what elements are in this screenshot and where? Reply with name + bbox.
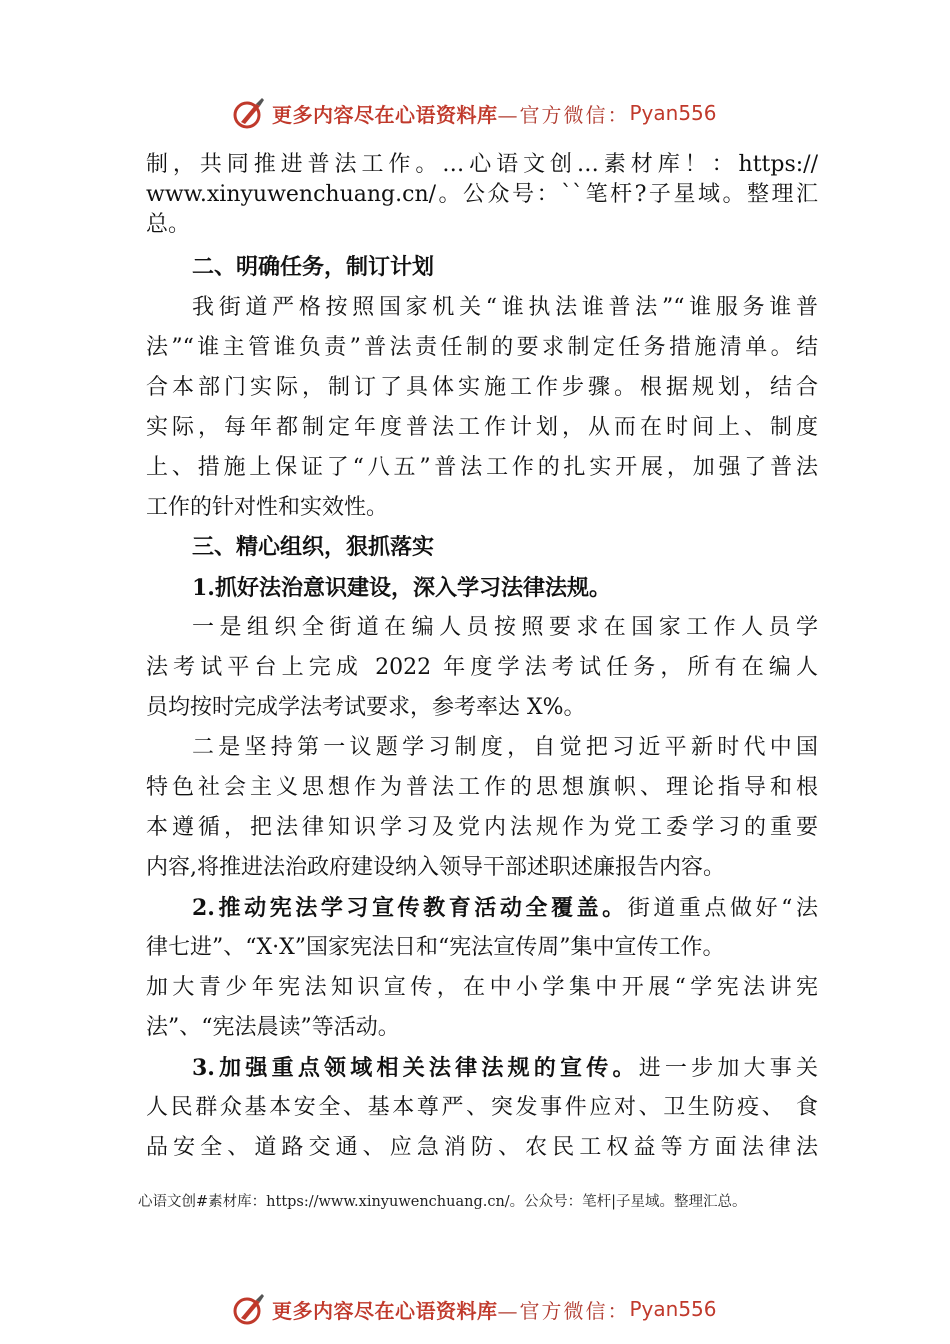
subsection-heading: 2.推动宪法学习宣传教育活动全覆盖。 bbox=[192, 895, 628, 921]
body-line: 加大青少年宪法知识宣传，在中小学集中开展“学宪法讲宪 bbox=[146, 975, 818, 1000]
body-line: 合本部门实际，制订了具体实施工作步骤。根据规划，结合 bbox=[146, 375, 818, 400]
body-line: 法”“谁主管谁负责”普法责任制的要求制定任务措施清单。结 bbox=[146, 335, 818, 360]
bottom-banner bbox=[232, 1292, 717, 1326]
body-text: 进一步加大事关 bbox=[638, 1056, 818, 1081]
body-line: www.xinyuwenchuang.cn/。公众号：``笔杆?子星域。整理汇 bbox=[146, 182, 818, 207]
body-line: 我街道严格按照国家机关“谁执法谁普法”“谁服务谁普 bbox=[192, 295, 818, 320]
top-banner bbox=[232, 96, 717, 130]
body-line: 二是坚持第一议题学习制度，自觉把习近平新时代中国 bbox=[192, 735, 818, 760]
section-heading: 二、明确任务，制订计划 bbox=[192, 255, 435, 280]
banner-wechat-id: Pyan556 bbox=[629, 101, 717, 125]
banner-title: 更多内容尽在心语资料库 bbox=[272, 102, 498, 127]
body-line: 员均按时完成学法考试要求，参考率达 X%。 bbox=[146, 695, 586, 720]
pen-logo-icon bbox=[232, 96, 266, 130]
pen-logo-icon bbox=[232, 1292, 266, 1326]
body-line: 本遵循，把法律知识学习及党内法规作为党工委学习的重要 bbox=[146, 815, 818, 840]
body-line bbox=[146, 888, 818, 928]
subsection-heading: 1.抓好法治意识建设，深入学习法律法规。 bbox=[192, 575, 611, 601]
body-line bbox=[146, 1048, 818, 1088]
body-line: 品安全、道路交通、应急消防、农民工权益等方面法律法 bbox=[146, 1135, 818, 1160]
body-line: 上、措施上保证了“八五”普法工作的扎实开展，加强了普法 bbox=[146, 455, 818, 480]
banner-wechat-id: Pyan556 bbox=[629, 1297, 717, 1321]
body-line: 内容,将推进法治政府建设纳入领导干部述职述廉报告内容。 bbox=[146, 855, 725, 880]
body-line: 律七进”、“X·X”国家宪法日和“宪法宣传周”集中宣传工作。 bbox=[146, 935, 725, 960]
body-text: 街道重点做好“法 bbox=[627, 896, 818, 921]
section-heading: 三、精心组织，狠抓落实 bbox=[192, 535, 435, 560]
footer-watermark-note: 心语文创#素材库：https://www.xinyuwenchuang.cn/。公众号：笔杆|子星域。整理汇总。 bbox=[138, 1194, 747, 1210]
body-line: 法”、“宪法晨读”等活动。 bbox=[146, 1015, 400, 1040]
banner-wechat-label: —官方微信： bbox=[497, 1298, 630, 1323]
banner-wechat-label: —官方微信： bbox=[497, 102, 630, 127]
body-line: 人民群众基本安全、基本尊严、突发事件应对、卫生防疫、 食 bbox=[146, 1095, 818, 1120]
document-body bbox=[146, 150, 818, 1168]
body-line: 一是组织全街道在编人员按照要求在国家工作人员学 bbox=[192, 615, 818, 640]
body-line: 制，共同推进普法工作。…心语文创…素材库！：https:// bbox=[146, 152, 818, 177]
banner-title: 更多内容尽在心语资料库 bbox=[272, 1298, 498, 1323]
body-line: 总。 bbox=[146, 212, 191, 237]
body-line: 实际，每年都制定年度普法工作计划，从而在时间上、制度 bbox=[146, 415, 818, 440]
subsection-heading: 3.加强重点领域相关法律法规的宣传。 bbox=[192, 1055, 639, 1081]
body-line: 特色社会主义思想作为普法工作的思想旗帜、理论指导和根 bbox=[146, 775, 818, 800]
body-line: 工作的针对性和实效性。 bbox=[146, 495, 389, 520]
body-line: 法考试平台上完成 2022 年度学法考试任务，所有在编人 bbox=[146, 655, 818, 680]
